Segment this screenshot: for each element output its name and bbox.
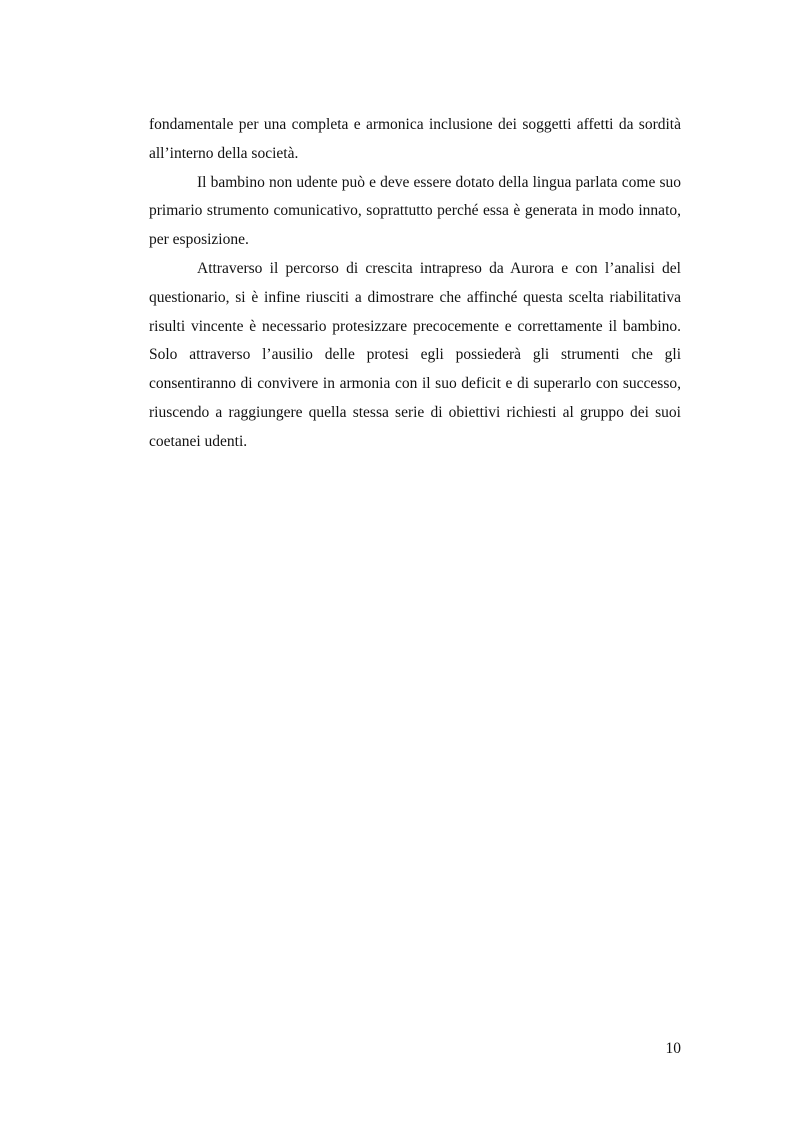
page-number: 10 bbox=[665, 1040, 681, 1057]
body-text bbox=[149, 111, 681, 457]
paragraph-spoken-language: Il bambino non udente può e deve essere dotato della lingua parlata come suo primario strumento comunicativo, soprattutto perché essa è generata in modo innato, per esposizione. bbox=[149, 173, 681, 249]
paragraph-conclusion: Attraverso il percorso di crescita intrapreso da Aurora e con l’analisi del questionario, si è infine riusciti a dimostrare che affinché questa scelta riabilitativa risulti vincente è necessario protesizzare precocemente e correttamente il bambino. Solo attraverso l’ausilio delle protesi egli possiederà gli strumenti che gli consentiranno di convivere in armonia con il suo deficit e di superarlo con successo, riuscendo a raggiungere quella stessa serie di obiettivi richiesti al gruppo dei suoi coetanei udenti. bbox=[149, 259, 681, 450]
paragraph-continuation: fondamentale per una completa e armonica inclusione dei soggetti affetti da sordità all’interno della società. bbox=[149, 116, 681, 162]
